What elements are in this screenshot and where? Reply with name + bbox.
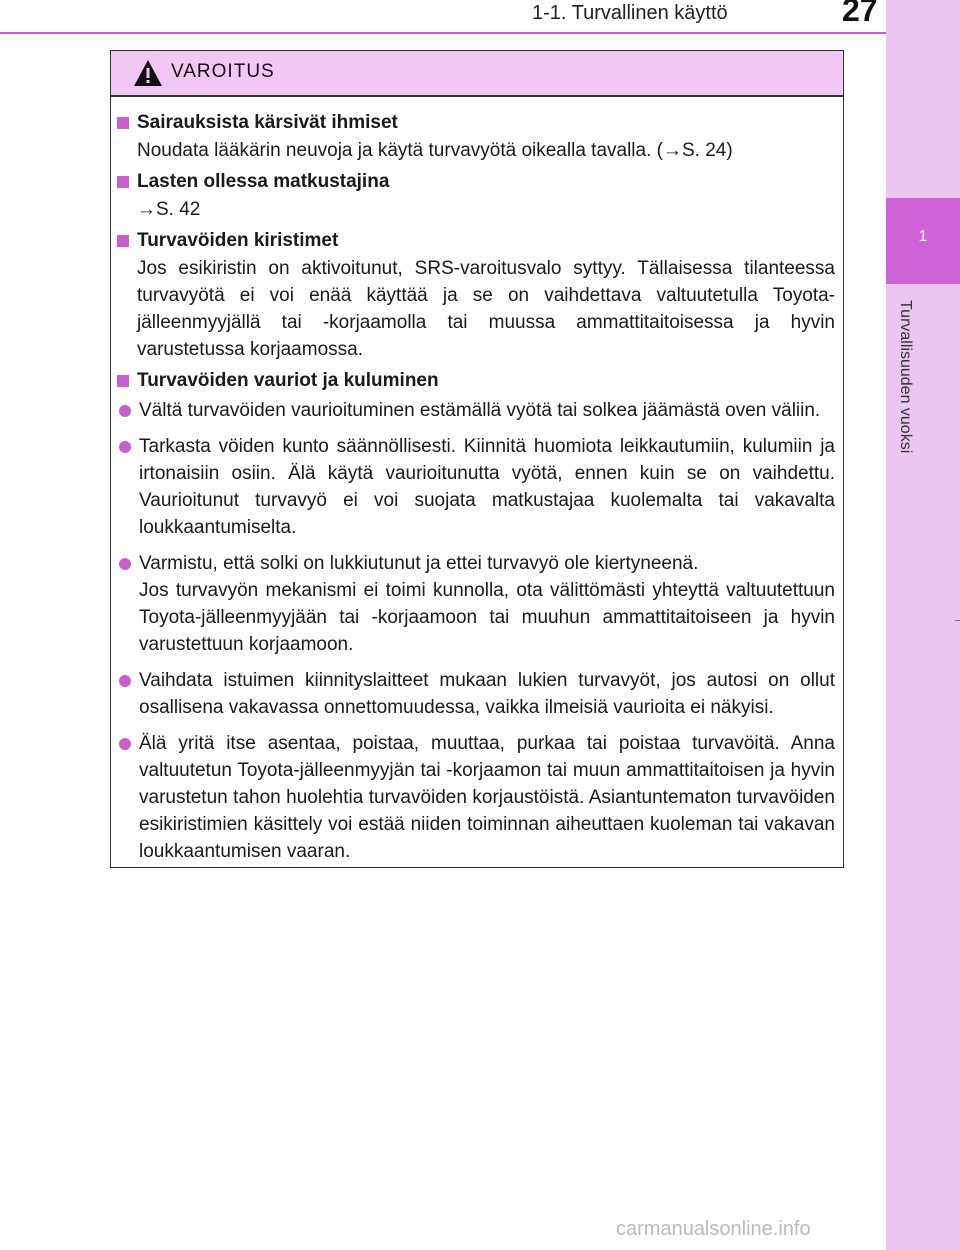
header-rule <box>0 32 886 34</box>
warning-header <box>111 51 843 97</box>
list-item-text: Varmistu, että solki on lukkiutunut ja ettei turvavyö ole kiertyneenä. <box>139 553 699 574</box>
list-item <box>117 667 835 721</box>
round-bullet-icon <box>119 558 131 570</box>
side-tick <box>955 620 960 621</box>
warning-triangle-icon <box>133 59 163 87</box>
warning-body <box>111 97 843 865</box>
list-item-text: Vaihdata istuimen kiinnityslaitteet mukaan lukien turvavyöt, jos autosi on ollut osallisena vakavassa onnettomuudessa, vaikka ilmeisiä vaurioita ei näkyisi. <box>139 670 835 718</box>
section-illness <box>117 109 835 164</box>
section-children <box>117 168 835 223</box>
section-heading: Turvavöiden vauriot ja kuluminen <box>137 370 439 391</box>
square-bullet-icon <box>117 375 129 387</box>
list-item <box>117 433 835 541</box>
page-reference-link[interactable]: →S. 42 <box>137 199 201 220</box>
list-item-text: Jos turvavyön mekanismi ei toimi kunnolla, ota välittömästi yhteyttä valtuutettuun Toyota-jälleenmyyjään tai -korjaamoon tai muuhun ammattitaitoiseen ja hyvin varustettuun korjaamoon. <box>139 580 835 655</box>
section-text: Noudata lääkärin neuvoja ja käytä turvavyötä oikealla tavalla. (→S. 24) <box>137 140 733 161</box>
watermark: carmanualsonline.info <box>616 1218 811 1240</box>
round-bullet-icon <box>119 405 131 417</box>
section-text: Jos esikiristin on aktivoitunut, SRS-varoitusvalo syttyy. Tällaisessa tilanteessa turvavyötä ei voi enää käyttää ja se on vaihdettava valtuutetulla Toyota-jälleenmyyjällä tai -korjaamolla tai muussa ammattitaitoisessa ja hyvin varustetussa korjaamossa. <box>137 258 835 360</box>
square-bullet-icon <box>117 176 129 188</box>
warning-box <box>110 50 844 868</box>
list-item <box>117 730 835 865</box>
list-item <box>117 550 835 658</box>
list-item-text: Tarkasta vöiden kunto säännöllisesti. Kiinnitä huomiota leikkautumiin, kulumiin ja irtonaisiin osiin. Älä käytä vaurioitunutta vyötä, ennen kuin se on vaihdettu. Vaurioitunut turvavyö ei voi suojata matkustajaa kuolemalta tai vakavalta loukkaantumiselta. <box>139 436 835 538</box>
chapter-label: Turvallisuuden vuoksi <box>897 300 914 454</box>
chapter-number: 1 <box>918 228 928 245</box>
list-item-text: Älä yritä itse asentaa, poistaa, muuttaa, purkaa tai poistaa turvavöitä. Anna valtuutetun Toyota-jälleenmyyjän tai -korjaamon tai muun ammattitaitoisen ja hyvin varustetun tahon huolehtia turvavöiden korjaustöistä. Asiantuntematon turvavöiden esikiristimien käsittely voi estää niiden toiminnan aiheuttaen kuoleman tai vakavan loukkaantumisen vaaran. <box>139 733 835 862</box>
square-bullet-icon <box>117 117 129 129</box>
section-heading: Sairauksista kärsivät ihmiset <box>137 112 398 133</box>
section-pretensioners <box>117 227 835 363</box>
warning-title: VAROITUS <box>171 61 275 82</box>
section-heading: Lasten ollessa matkustajina <box>137 171 390 192</box>
list-item <box>117 397 835 424</box>
section-damage <box>117 367 835 865</box>
list-item-text: Vältä turvavöiden vaurioituminen estämällä vyötä tai solkea jäämästä oven väliin. <box>139 400 821 421</box>
round-bullet-icon <box>119 738 131 750</box>
side-strip <box>886 0 960 1250</box>
section-heading: Turvavöiden kiristimet <box>137 230 339 251</box>
square-bullet-icon <box>117 235 129 247</box>
section-header: 1-1. Turvallinen käyttö <box>532 2 728 24</box>
round-bullet-icon <box>119 441 131 453</box>
page-number: 27 <box>842 0 878 28</box>
round-bullet-icon <box>119 675 131 687</box>
